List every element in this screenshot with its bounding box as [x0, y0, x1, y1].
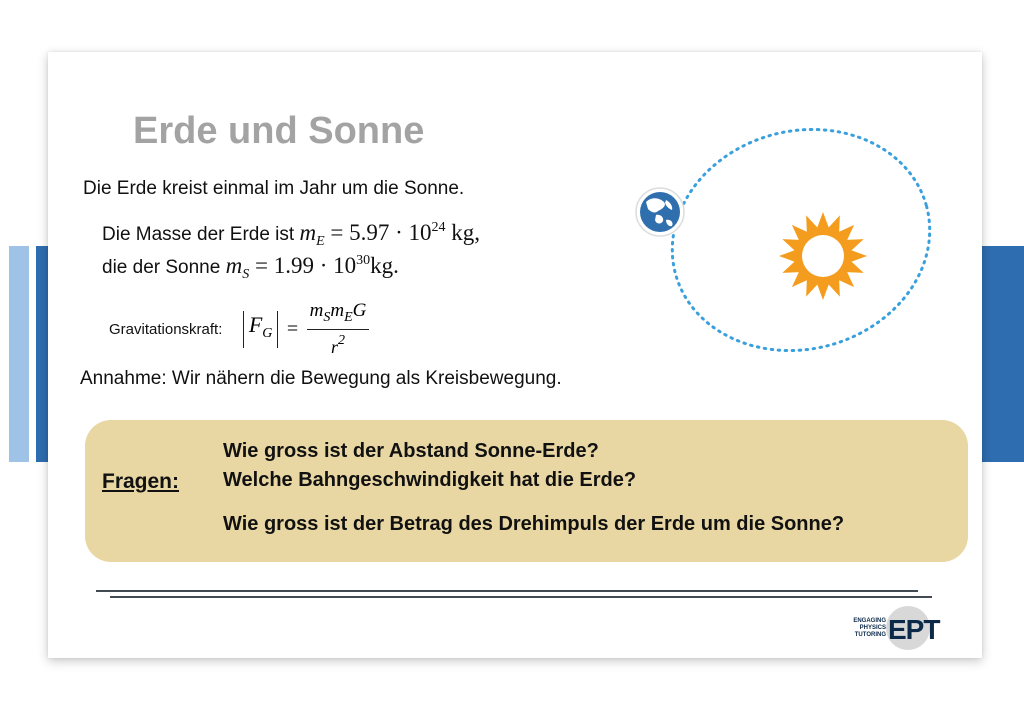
footer-line-top: [96, 590, 918, 592]
sun-icon: [779, 212, 867, 300]
questions-label: Fragen:: [102, 470, 180, 493]
logo-small-1: ENGAGING: [853, 618, 886, 624]
question-2: Welche Bahngeschwindigkeit hat die Erde?: [223, 469, 637, 491]
force-magnitude: $F_G$: [243, 311, 279, 348]
orbit-illustration: [618, 122, 948, 372]
fraction-denominator: $r^2$: [330, 333, 345, 357]
logo-small-2: PHYSICS: [859, 625, 886, 631]
force-fraction: [307, 300, 370, 358]
slide-title: Erde und Sonne: [133, 110, 425, 152]
left-bar-dark: [36, 246, 48, 462]
question-1: Wie gross ist der Abstand Sonne-Erde?: [223, 440, 599, 462]
fraction-numerator: $m_Sm_EG$: [307, 300, 370, 330]
gravity-label: Gravitationskraft:: [109, 320, 223, 338]
intro-text: Die Erde kreist einmal im Jahr um die Sonne.: [83, 178, 465, 199]
right-bar-dark: [982, 246, 1024, 462]
slide: [48, 52, 982, 658]
mass-sun-text: die der Sonne: [102, 257, 221, 278]
equals-sign: =: [286, 317, 299, 340]
earth-icon: [636, 188, 684, 236]
mass-earth-formula: $m_E = 5.97 \cdot 10^{24}$ kg,: [299, 220, 481, 249]
mass-sun-formula: $m_S = 1.99 \cdot 10^{30}kg$.: [225, 253, 399, 282]
logo-text: EPT: [888, 614, 940, 645]
question-3: Wie gross ist der Betrag des Drehimpuls der Erde um die Sonne?: [223, 513, 845, 535]
mass-sun-line: [102, 253, 399, 283]
left-bar-light: [9, 246, 29, 462]
questions-box: [85, 420, 968, 562]
footer-line-bottom: [110, 596, 932, 598]
gravity-formula-row: [109, 300, 369, 358]
ept-logo: [846, 612, 946, 648]
logo-small-3: TUTORING: [854, 632, 886, 638]
assumption-text: Annahme: Wir nähern die Bewegung als Kreisbewegung.: [80, 368, 562, 389]
mass-earth-text: Die Masse der Erde ist: [102, 224, 295, 245]
mass-earth-line: [102, 220, 480, 250]
